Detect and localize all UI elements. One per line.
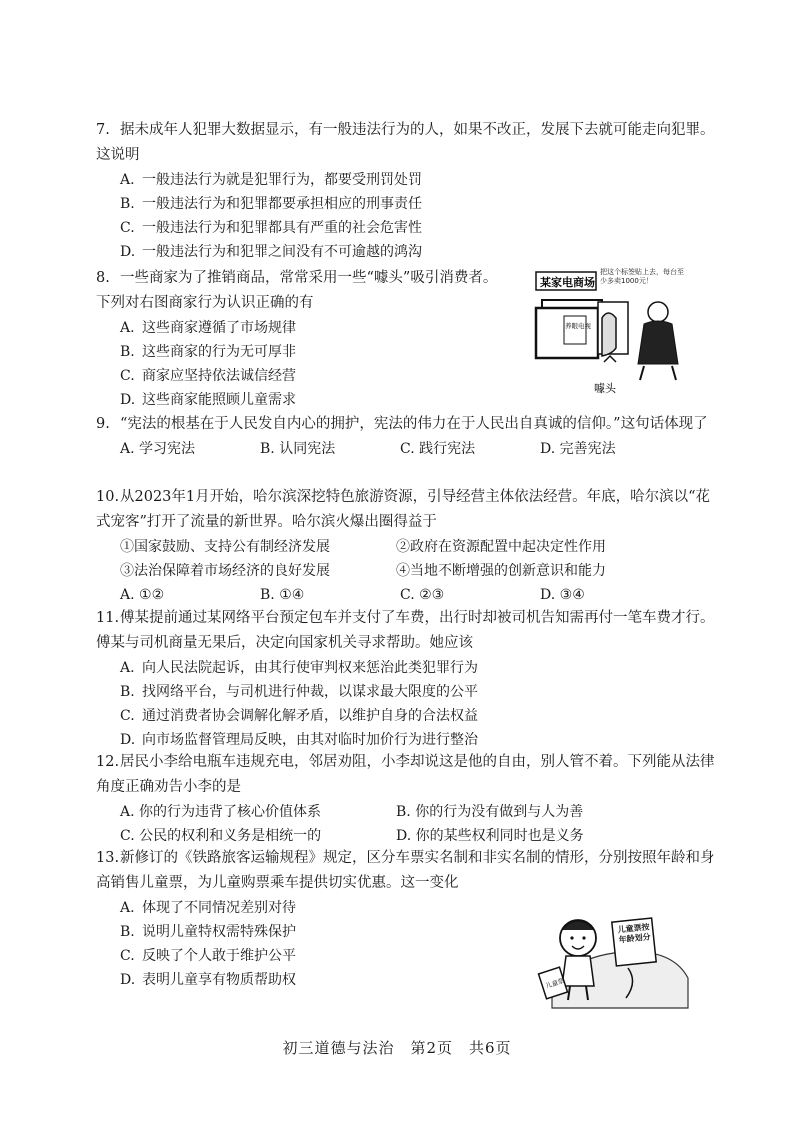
question-stem: 10.从2023年1月开始，哈尔滨深挖特色旅游资源，引导经营主体依法经营。年底，哈尔滨以“花式宠客”打开了流量的新世界。哈尔滨火爆出圈得益于 xyxy=(96,489,711,530)
option-a: A. 体现了不同情况差别对待 xyxy=(120,900,296,916)
child-hair xyxy=(562,921,594,930)
option-a: A. 一般违法行为就是犯罪行为，都要受刑罚处罚 xyxy=(120,172,422,188)
question-stem: 9. “宪法的根基在于人民发自内心的拥护，宪法的伟力在于人民出自真诚的信仰。”这句话体现了 xyxy=(96,416,708,432)
shop-sign-text: 某家电商场 xyxy=(540,276,595,289)
man-body xyxy=(638,321,678,364)
question-stem: 8. 一些商家为了推销商品，常常采用一些“噱头”吸引消费者。 xyxy=(96,270,498,286)
woman-legs xyxy=(604,356,616,362)
statement-4: ④当地不断增强的创新意识和能力 xyxy=(396,563,606,579)
option-a: A. 学习宪法 xyxy=(120,441,196,457)
question-stem: 12.居民小李给电瓶车违规充电，邻居劝阻，小李却说这是他的自由，别人管不着。下列能从法律角度正确劝告小李的是 xyxy=(96,754,715,795)
option-a: A. 你的行为违背了核心价值体系 xyxy=(120,804,322,820)
tv-label-tag xyxy=(564,316,586,344)
child-body xyxy=(562,956,594,986)
question-12 xyxy=(96,750,716,848)
tv-label: 养眼电视 xyxy=(565,322,591,330)
option-d: D. 这些商家能照顾儿童需求 xyxy=(120,392,296,408)
options-row xyxy=(96,437,716,461)
option-d: D. 向市场监督管理局反映，由其对临时加价行为进行整治 xyxy=(120,732,478,748)
option-d: D. 一般违法行为和犯罪之间没有不可逾越的鸿沟 xyxy=(120,244,422,260)
option-d: D. ③④ xyxy=(540,587,585,603)
option-a: A. ①② xyxy=(120,587,165,603)
option-b: B. 你的行为没有做到与人为善 xyxy=(396,804,584,820)
page-footer: 初三道德与法治 第2页 共6页 xyxy=(282,1039,512,1057)
option-c: C. 反映了个人敢于维护公平 xyxy=(120,948,296,964)
gimmick-cartoon xyxy=(532,266,692,396)
option-c: C. 通过消费者协会调解化解矛盾，以维护自身的合法权益 xyxy=(120,708,478,724)
option-b: B. 认同宪法 xyxy=(260,441,336,457)
child-ticket-cartoon xyxy=(532,908,692,1014)
option-c: C. 一般违法行为和犯罪都具有严重的社会危害性 xyxy=(120,220,422,236)
child-eye-left xyxy=(570,936,573,939)
options-row xyxy=(96,583,716,607)
option-b: B. 说明儿童特权需特殊保护 xyxy=(120,924,296,940)
man-legs xyxy=(640,366,676,380)
option-a: A. 向人民法院起诉，由其行使审判权来惩治此类犯罪行为 xyxy=(120,660,478,676)
option-b: B. 这些商家的行为无可厚非 xyxy=(120,344,296,360)
statements-row-1 xyxy=(96,535,716,559)
option-d: D. 完善宪法 xyxy=(540,441,616,457)
question-9 xyxy=(96,412,716,461)
option-b: B. 一般违法行为和犯罪都要承担相应的刑事责任 xyxy=(120,196,422,212)
rule-sign-text-box: 儿童票按年龄划分 xyxy=(617,922,652,945)
option-c: C. 践行宪法 xyxy=(400,441,476,457)
question-stem: 11.傅某提前通过某网络平台预定包车并支付了车费，出行时却被司机告知需再付一笔车费才行。傅某与司机商量无果后，决定向国家机关寻求帮助。她应该 xyxy=(96,610,715,651)
man-head xyxy=(648,302,668,322)
question-7 xyxy=(96,118,716,264)
question-stem: 13.新修订的《铁路旅客运输规程》规定，区分车票实名制和非实名制的情形，分别按照年龄和身高销售儿童票，为儿童购票乘车提供切实优惠。这一变化 xyxy=(96,850,715,891)
option-d: D. 表明儿童享有物质帮助权 xyxy=(120,972,296,988)
question-10 xyxy=(96,485,716,607)
question-11 xyxy=(96,606,716,752)
question-stem-line2: 下列对右图商家行为认识正确的有 xyxy=(96,295,314,311)
option-b: B. 找网络平台，与司机进行仲裁，以谋求最大限度的公平 xyxy=(120,684,478,700)
option-c: C. 公民的权利和义务是相统一的 xyxy=(120,828,322,844)
question-stem: 7. 据未成年人犯罪大数据显示，有一般违法行为的人，如果不改正，发展下去就可能走向犯罪。这说明 xyxy=(96,122,715,163)
cartoon-caption: 噱头 xyxy=(594,382,616,395)
statement-2: ②政府在资源配置中起决定性作用 xyxy=(396,539,606,555)
statement-3: ③法治保障着市场经济的良好发展 xyxy=(120,563,330,579)
speech-bubble: 把这个标签贴上去，每台至少多卖1000元！ xyxy=(600,268,684,285)
option-a: A. 这些商家遵循了市场规律 xyxy=(120,320,296,336)
option-c: C. ②③ xyxy=(400,587,445,603)
options-row-1 xyxy=(96,800,716,824)
ticket-text: 儿童票 xyxy=(544,976,566,991)
option-c: C. 商家应坚持依法诚信经营 xyxy=(120,368,296,384)
option-d: D. 你的某些权利同时也是义务 xyxy=(396,828,584,844)
statement-1: ①国家鼓励、支持公有制经济发展 xyxy=(120,539,330,555)
options-row-2 xyxy=(96,824,716,848)
woman-figure xyxy=(602,313,616,356)
statements-row-2 xyxy=(96,559,716,583)
question-8 xyxy=(96,266,526,412)
child-eye-right xyxy=(582,936,585,939)
option-b: B. ①④ xyxy=(260,587,305,603)
